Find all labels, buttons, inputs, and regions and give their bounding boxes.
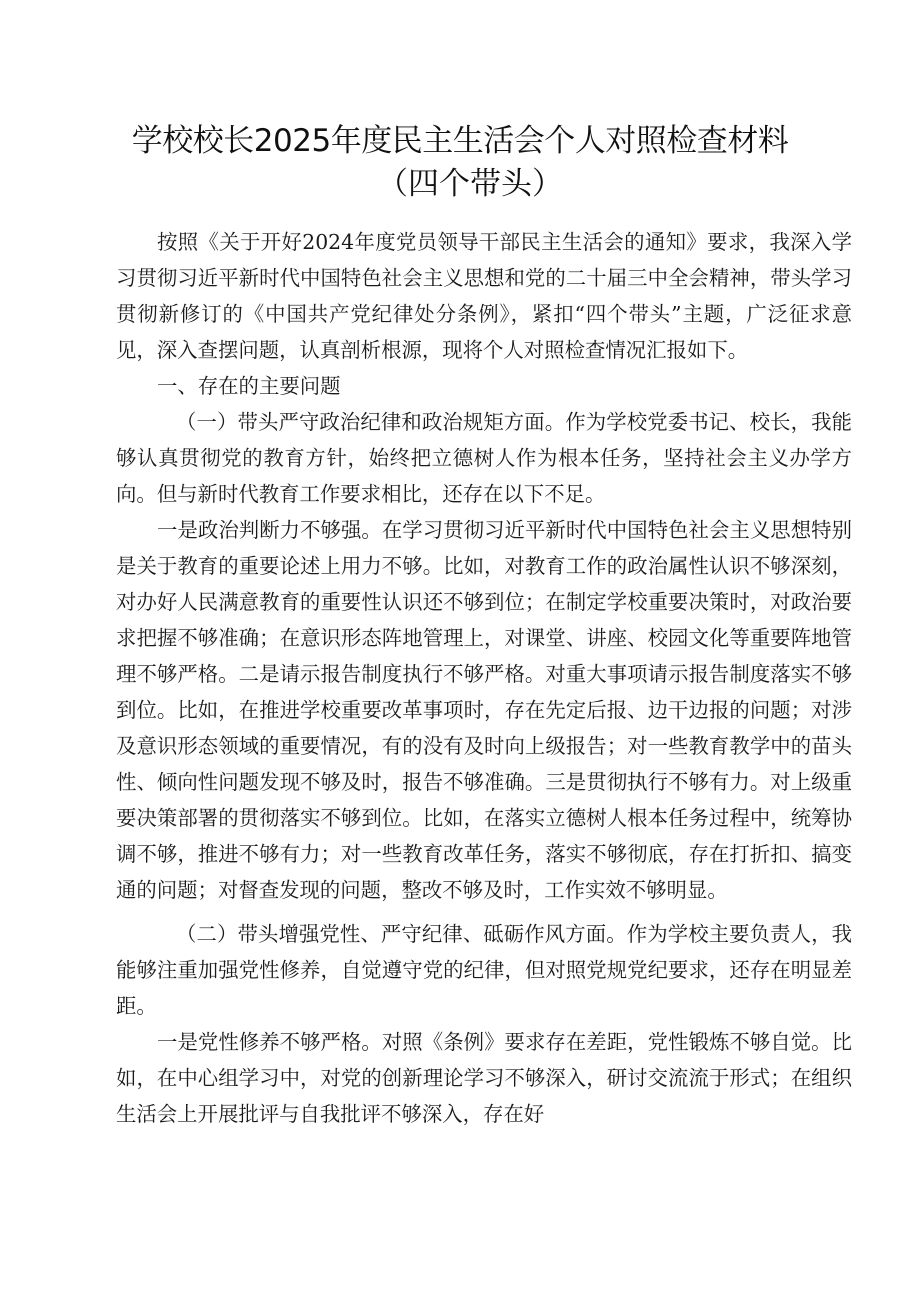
- subsection-1-paragraph: （一）带头严守政治纪律和政治规矩方面。作为学校党委书记、校长，我能够认真贯彻党的教育方针，始终把立德树人作为根本任务，坚持社会主义办学方向。但与新时代教育工作要求相比，还存在以下不足。: [116, 410, 852, 506]
- subsection-2-paragraph: （二）带头增强党性、严守纪律、砥砺作风方面。作为学校主要负责人，我能够注重加强党性修养，自觉遵守党的纪律，但对照党规党纪要求，还存在明显差距。: [116, 922, 852, 1018]
- subsection-1-detail-paragraph: 一是政治判断力不够强。在学习贯彻习近平新时代中国特色社会主义思想特别是关于教育的重要论述上用力不够。比如，对教育工作的政治属性认识不够深刻，对办好人民满意教育的重要性认识还不够到位；在制定学校重要决策时，对政治要求把握不够准确；在意识形态阵地管理上，对课堂、讲座、校园文化等重要阵地管理不够严格。二是请示报告制度执行不够严格。对重大事项请示报告制度落实不够到位。比如，在推进学校重要改革事项时，存在先定后报、边干边报的问题；对涉及意识形态领域的重要情况，有的没有及时向上级报告；对一些教育教学中的苗头性、倾向性问题发现不够及时，报告不够准确。三是贯彻执行不够有力。对上级重要决策部署的贯彻落实不够到位。比如，在落实立德树人根本任务过程中，统筹协调不够，推进不够有力；对一些教育改革任务，落实不够彻底，存在打折扣、搞变通的问题；对督查发现的问题，整改不够及时，工作实效不够明显。: [116, 518, 852, 902]
- title-line-2: （四个带头）: [377, 166, 563, 202]
- subsection-2-detail-paragraph: 一是党性修养不够严格。对照《条例》要求存在差距，党性锻炼不够自觉。比如，在中心组学习中，对党的创新理论学习不够深入，研讨交流流于形式；在组织生活会上开展批评与自我批评不够深入，存在好: [116, 1030, 852, 1126]
- document-title: [0, 118, 920, 204]
- section-heading-1: 一、存在的主要问题: [157, 374, 341, 398]
- title-line-1: 学校校长2025年度民主生活会个人对照检查材料: [131, 123, 789, 159]
- intro-paragraph: 按照《关于开好2024年度党员领导干部民主生活会的通知》要求，我深入学习贯彻习近平新时代中国特色社会主义思想和党的二十届三中全会精神，带头学习贯彻新修订的《中国共产党纪律处分条例》，紧扣“四个带头”主题，广泛征求意见，深入查摆问题，认真剖析根源，现将个人对照检查情况汇报如下。: [116, 230, 852, 362]
- document-body: [116, 224, 852, 1132]
